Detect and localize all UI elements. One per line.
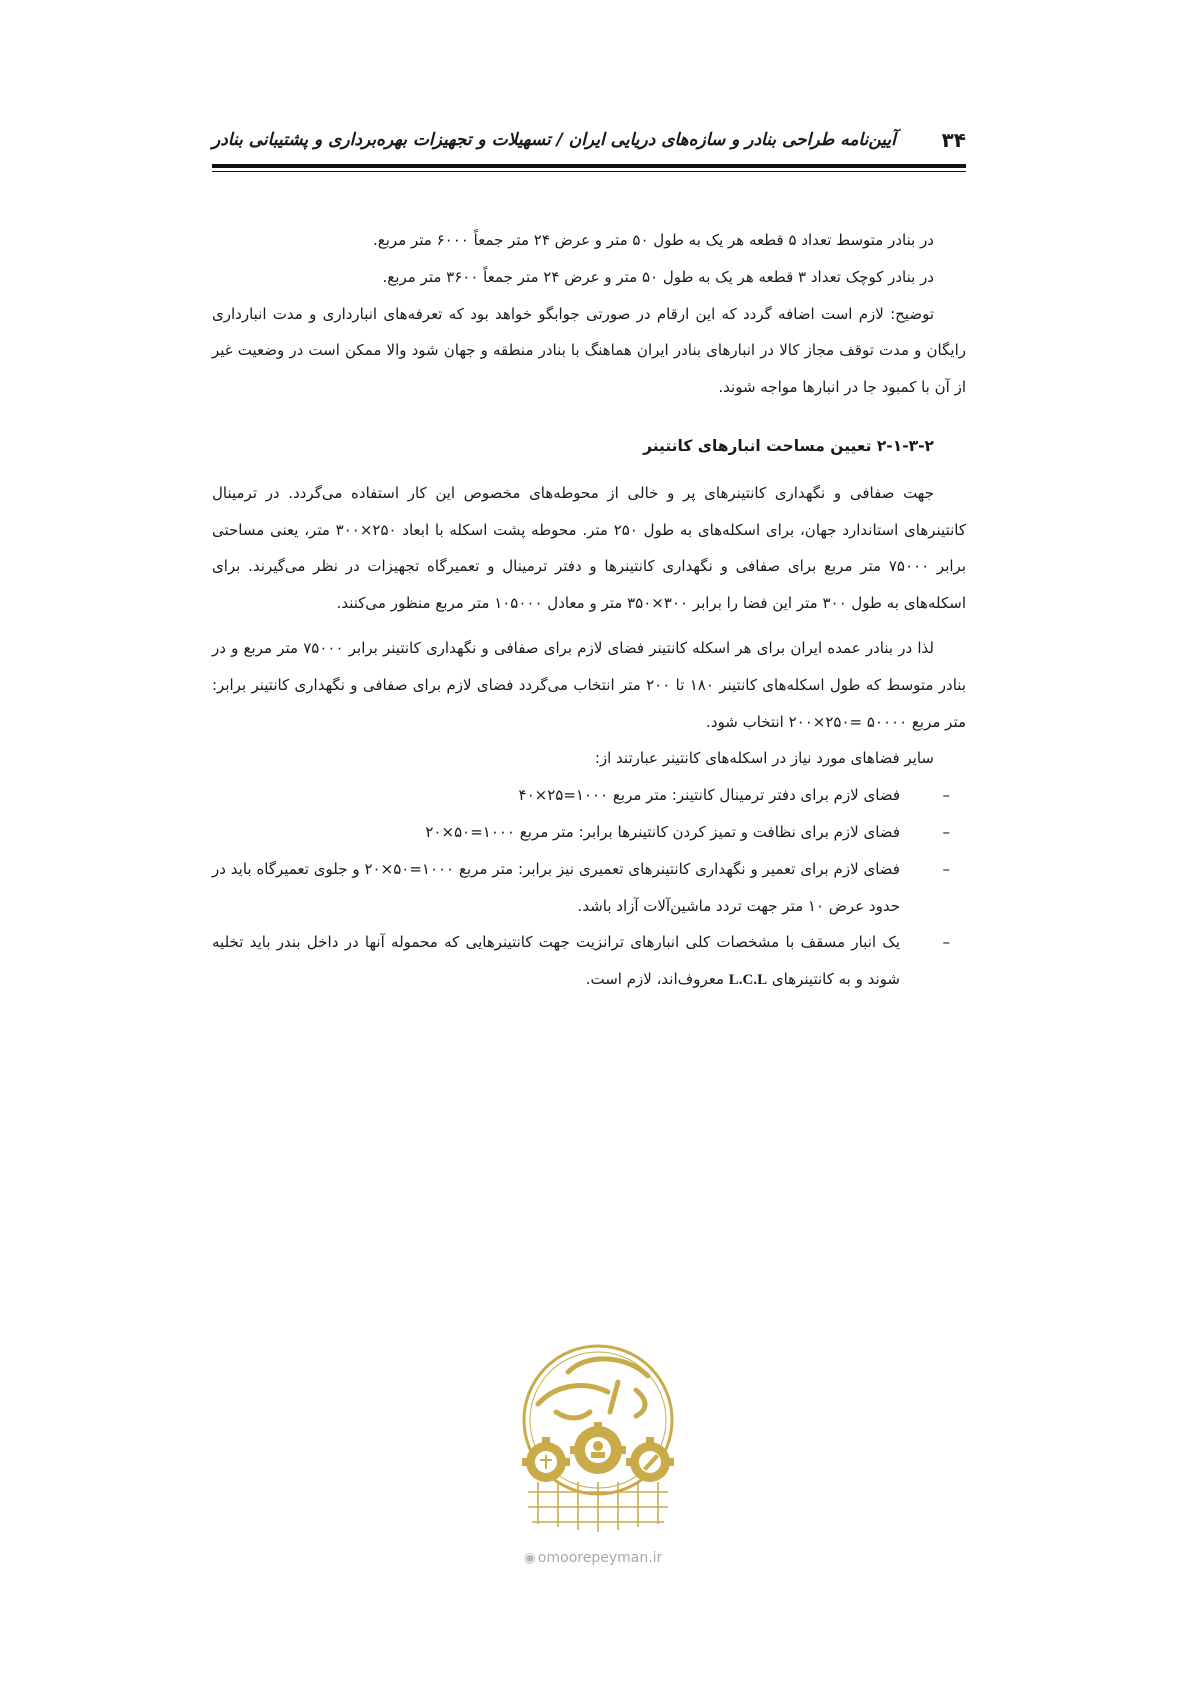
bullet-dash: – <box>942 859 950 878</box>
list-item <box>212 851 966 925</box>
at-icon: ◉ <box>523 1550 536 1566</box>
paragraph: در بنادر کوچک تعداد ۳ قطعه هر یک به طول ۵۰ متر و عرض ۲۴ متر جمعاً ۳۶۰۰ متر مربع. <box>382 267 934 286</box>
list-item <box>212 924 966 999</box>
paragraph: در بنادر متوسط تعداد ۵ قطعه هر یک به طول ۵۰ متر و عرض ۲۴ متر جمعاً ۶۰۰۰ متر مربع. <box>373 231 934 249</box>
bullet-list <box>212 777 966 999</box>
paragraph: توضیح: لازم است اضافه گردد که این ارقام در صورتی جوابگو خواهد بود که تعرفه‌های انبارداری و مدت انبارداری رایگان و مدت توقف مجاز کالا در انبارهای بنادر ایران هماهنگ با بنادر منطقه و جهان شود والا ممکن است در وضعیت غیر از آن با کمبود جا در انبارها مواجه شوند. <box>212 304 966 397</box>
list-item-text: فضای لازم برای نظافت و تمیز کردن کانتینرها برابر: متر مربع ۱۰۰۰=۵۰×۲۰ <box>425 822 900 841</box>
bullet-dash: – <box>942 933 950 952</box>
section-heading: ۲-۱-۳-۲ تعیین مساحت انبارهای کانتینر <box>643 436 934 455</box>
watermark-url-text: omoorepeyman.ir <box>537 1550 663 1566</box>
body-text <box>212 222 966 999</box>
running-header <box>212 128 966 156</box>
list-item <box>212 777 966 814</box>
list-item-text: فضای لازم برای دفتر ترمینال کانتینر: متر مربع ۱۰۰۰=۲۵×۴۰ <box>518 786 900 805</box>
omoorepeyman-logo-icon <box>498 1342 698 1537</box>
list-item-text: معروف‌اند، لازم است. <box>585 970 724 989</box>
paragraph: لذا در بنادر عمده ایران برای هر اسکله کانتینر فضای لازم برای صفافی و نگهداری کانتینر برابر ۷۵۰۰۰ متر مربع و در بنادر متوسط که طول اسکله‌های کانتینر ۱۸۰ تا ۲۰۰ متر انتخاب می‌گردد فضای لازم برای صفافی و نگهداری کانتینر برابر: متر مربع ۵۰۰۰۰ =۲۵۰×۲۰۰ انتخاب شود. <box>212 638 966 731</box>
lcl-term: L.C.L <box>728 972 768 989</box>
bullet-dash: – <box>942 786 950 805</box>
header-title: آیین‌نامه طراحی بنادر و سازه‌های دریایی ایران / تسهیلات و تجهیزات بهره‌برداری و پشتیبانی بنادر <box>212 130 896 150</box>
watermark-url <box>480 1550 706 1566</box>
header-rule-thin <box>212 171 966 172</box>
bullet-dash: – <box>942 822 950 841</box>
list-item-text: فضای لازم برای تعمیر و نگهداری کانتینرهای تعمیری نیز برابر: متر مربع ۱۰۰۰=۵۰×۲۰ و جلوی تعمیرگاه باید در حدود عرض ۱۰ متر جهت تردد ماشین‌آلات آزاد باشد. <box>212 859 900 915</box>
page-number: ۳۴ <box>941 128 966 152</box>
paragraph: جهت صفافی و نگهداری کانتینرهای پر و خالی از محوطه‌های مخصوص این کار استفاده می‌گردد. در ترمینال کانتینرهای استاندارد جهان، برای اسکله‌های به طول ۲۵۰ متر. محوطه پشت اسکله با ابعاد ۲۵۰×۳۰۰ متر، یعنی مساحتی برابر ۷۵۰۰۰ متر مربع برای صفافی و نگهداری کانتینرها و دفتر ترمینال و تعمیرگاه تجهیزات در نظر می‌گیرند. برای اسکله‌های به طول ۳۰۰ متر این فضا را برابر ۳۰۰×۳۵۰ متر و معادل ۱۰۵۰۰۰ متر مربع منظور می‌کنند. <box>212 483 966 613</box>
header-rule <box>212 164 966 168</box>
list-item-text: یک انبار مسقف با مشخصات کلی انبارهای ترانزیت جهت کانتینرهایی که محموله آنها در داخل بندر باید تخلیه شوند و به کانتینرهای <box>212 933 900 989</box>
paragraph: سایر فضاهای مورد نیاز در اسکله‌های کانتینر عبارتند از: <box>594 749 934 768</box>
list-item <box>212 814 966 851</box>
